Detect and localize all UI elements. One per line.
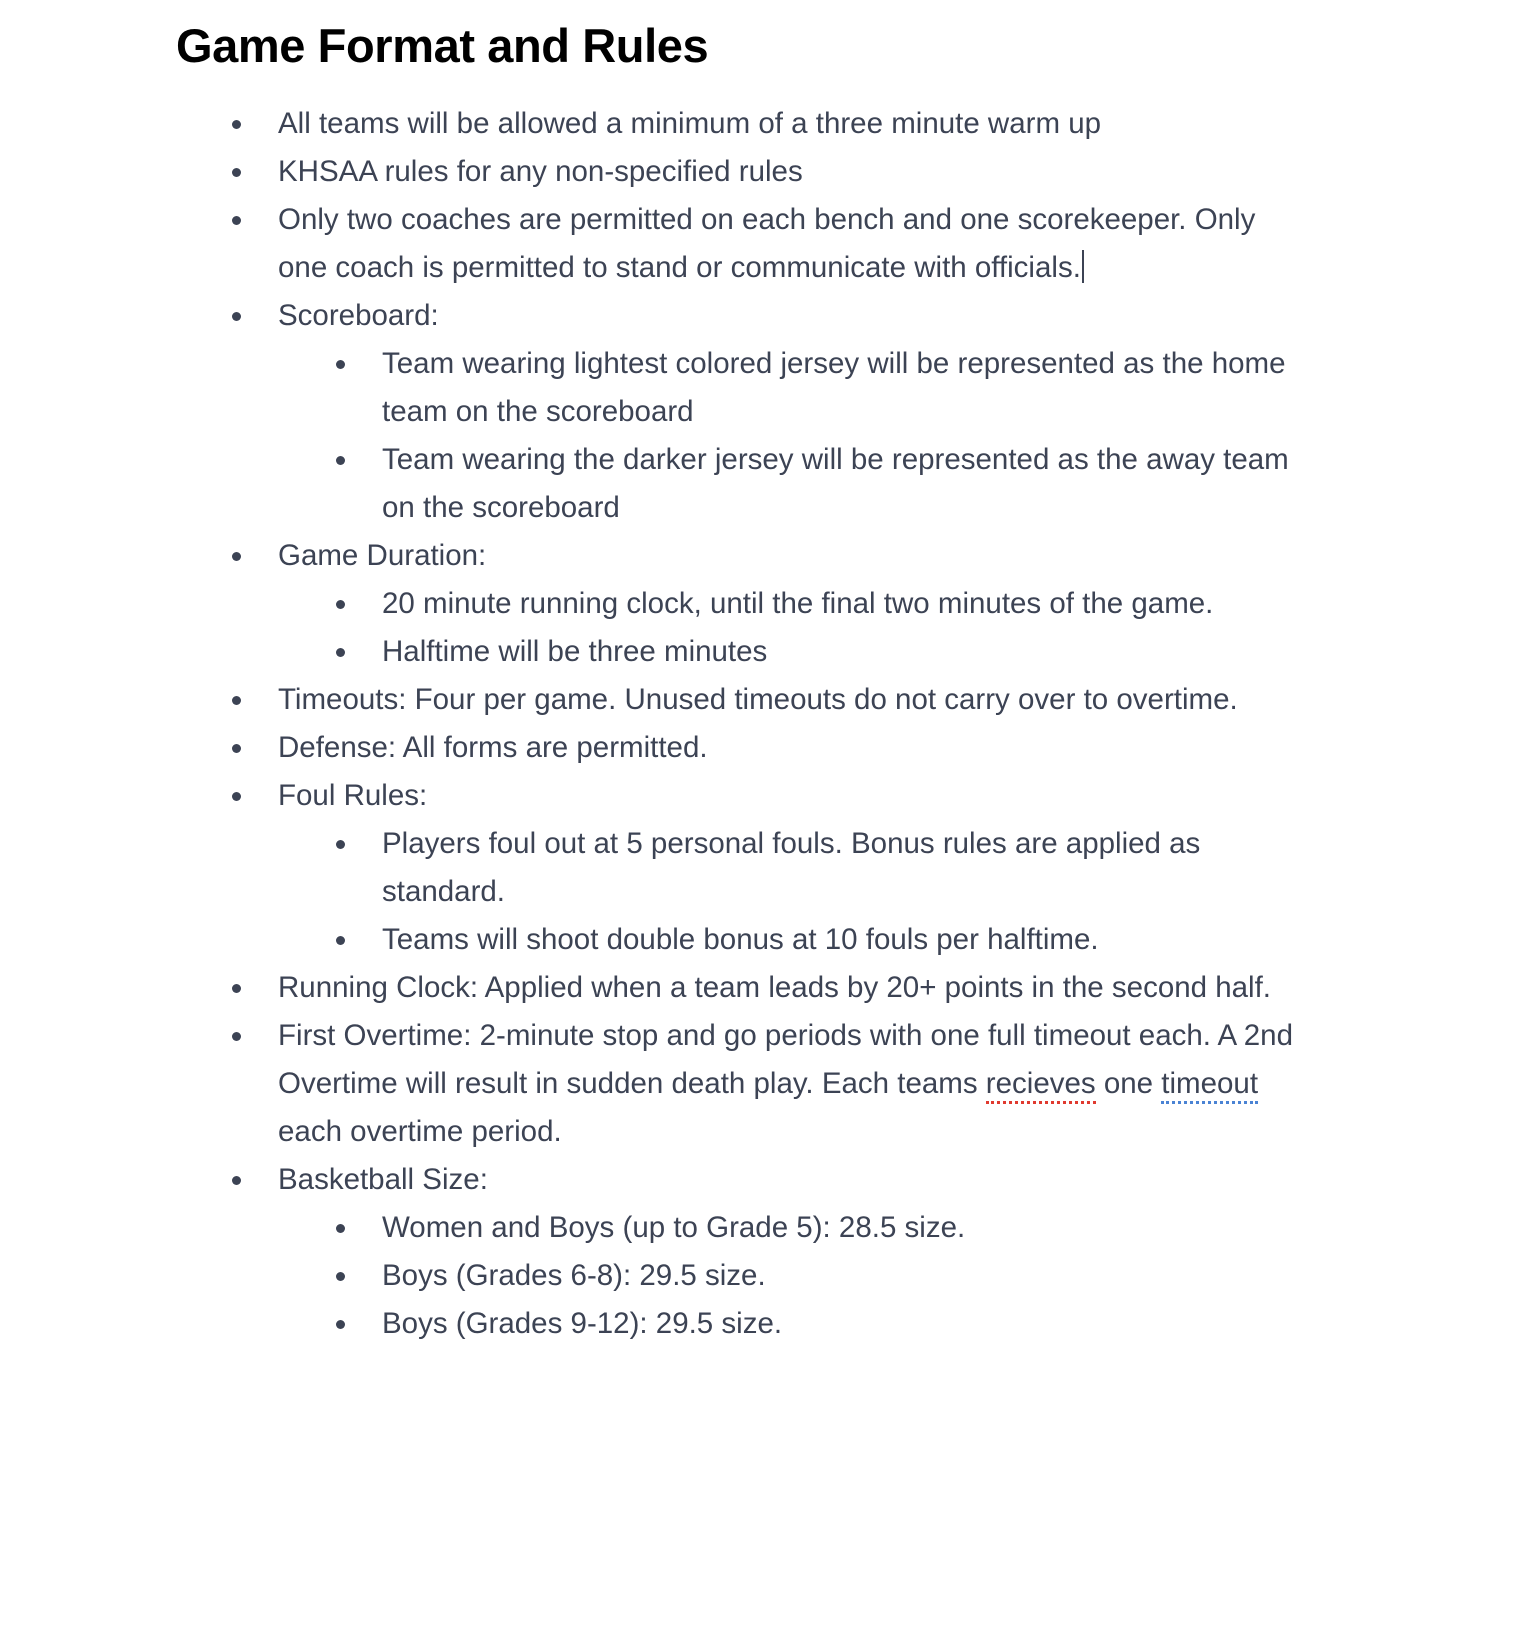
sub-list-item-text: Boys (Grades 6-8): 29.5 size. — [382, 1259, 766, 1292]
bullet-icon — [232, 168, 241, 177]
list-item[interactable] — [0, 196, 1536, 292]
bullet-icon — [232, 984, 241, 993]
sub-list — [0, 580, 1536, 676]
bullet-icon — [232, 120, 241, 129]
rules-list — [0, 100, 1536, 1348]
list-item[interactable] — [0, 964, 1536, 1012]
bullet-icon — [232, 744, 241, 753]
bullet-icon — [336, 840, 345, 849]
list-item[interactable] — [0, 724, 1536, 772]
sub-list-item[interactable] — [0, 1300, 1536, 1348]
list-item-text-part-2: one — [1095, 1067, 1162, 1100]
text-caret — [1082, 250, 1084, 283]
list-item-text-part-1: First Overtime: 2-minute stop and go periods with one full timeout each. A 2nd Overtime will result in sudden death play. Each teams — [278, 1019, 1293, 1100]
bullet-icon — [232, 552, 241, 561]
bullet-icon — [336, 936, 345, 945]
list-item[interactable] — [0, 100, 1536, 148]
grammar-suggestion-word[interactable]: timeout — [1161, 1067, 1258, 1104]
bullet-icon — [232, 1032, 241, 1041]
list-item[interactable] — [0, 676, 1536, 724]
list-item-text: Game Duration: — [278, 539, 487, 572]
sub-list-item-text: Halftime will be three minutes — [382, 635, 768, 668]
bullet-icon — [232, 312, 241, 321]
list-item[interactable] — [0, 532, 1536, 676]
list-item[interactable] — [0, 772, 1536, 964]
list-item-text: Scoreboard: — [278, 299, 439, 332]
list-item-text: Only two coaches are permitted on each bench and one scorekeeper. Only one coach is permitted to stand or communicate with officials. — [278, 203, 1256, 284]
list-item-text: Timeouts: Four per game. Unused timeouts do not carry over to overtime. — [278, 683, 1238, 716]
sub-list-item-text: Players foul out at 5 personal fouls. Bonus rules are applied as standard. — [382, 827, 1201, 908]
bullet-icon — [336, 1224, 345, 1233]
sub-list-item[interactable] — [0, 580, 1536, 628]
bullet-icon — [232, 696, 241, 705]
bullet-icon — [336, 648, 345, 657]
sub-list-item[interactable] — [0, 1252, 1536, 1300]
sub-list-item-text: Boys (Grades 9-12): 29.5 size. — [382, 1307, 783, 1340]
list-item-text: All teams will be allowed a minimum of a three minute warm up — [278, 107, 1102, 140]
sub-list-item[interactable] — [0, 820, 1536, 916]
sub-list-item-text: Women and Boys (up to Grade 5): 28.5 size. — [382, 1211, 966, 1244]
sub-list — [0, 820, 1536, 964]
list-item-text: Running Clock: Applied when a team leads by 20+ points in the second half. — [278, 971, 1271, 1004]
list-item[interactable] — [0, 292, 1536, 532]
list-item-text-part-3: each overtime period. — [278, 1115, 562, 1148]
bullet-icon — [336, 456, 345, 465]
bullet-icon — [336, 1272, 345, 1281]
misspelled-word[interactable]: recieves — [986, 1067, 1096, 1104]
sub-list-item[interactable] — [0, 916, 1536, 964]
sub-list-item[interactable] — [0, 628, 1536, 676]
sub-list-item[interactable] — [0, 436, 1536, 532]
bullet-icon — [336, 360, 345, 369]
list-item[interactable] — [0, 1156, 1536, 1348]
list-item-text: KHSAA rules for any non-specified rules — [278, 155, 803, 188]
list-item-text: Basketball Size: — [278, 1163, 488, 1196]
bullet-icon — [232, 216, 241, 225]
list-item[interactable] — [0, 1012, 1536, 1156]
sub-list-item[interactable] — [0, 340, 1536, 436]
sub-list-item-text: Team wearing lightest colored jersey will be represented as the home team on the scoreboard — [382, 347, 1286, 428]
list-item-text: Defense: All forms are permitted. — [278, 731, 708, 764]
sub-list — [0, 340, 1536, 532]
sub-list-item-text: 20 minute running clock, until the final two minutes of the game. — [382, 587, 1214, 620]
sub-list-item[interactable] — [0, 1204, 1536, 1252]
bullet-icon — [232, 1176, 241, 1185]
sub-list — [0, 1204, 1536, 1348]
bullet-icon — [336, 1320, 345, 1329]
bullet-icon — [336, 600, 345, 609]
list-item[interactable] — [0, 148, 1536, 196]
list-item-text: Foul Rules: — [278, 779, 428, 812]
bullet-icon — [232, 792, 241, 801]
sub-list-item-text: Teams will shoot double bonus at 10 fouls per halftime. — [382, 923, 1099, 956]
page-title: Game Format and Rules — [176, 19, 709, 72]
sub-list-item-text: Team wearing the darker jersey will be represented as the away team on the scoreboard — [382, 443, 1289, 524]
